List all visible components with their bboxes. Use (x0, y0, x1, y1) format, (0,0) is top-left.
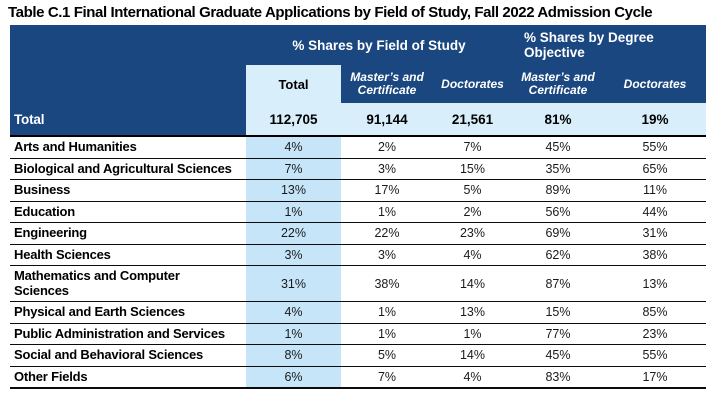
header-corner-cell (10, 65, 246, 103)
cell-value: 4% (246, 302, 341, 324)
table-row (10, 201, 706, 223)
cell-value: 2% (377, 140, 397, 155)
cell-value: 83% (545, 369, 571, 384)
table-row (10, 136, 706, 158)
total-doctorates-share-value: 19% (641, 111, 669, 127)
total-masters-value: 91,144 (366, 111, 408, 127)
cell-value: 23% (642, 326, 668, 341)
applications-by-field-table (10, 25, 706, 389)
header-corner-cell (10, 25, 246, 65)
group-header-row (10, 25, 706, 65)
column-header-row (10, 65, 706, 103)
cell-value: 13% (459, 305, 486, 320)
row-label: Other Fields (14, 368, 88, 384)
table-row (10, 266, 706, 302)
column-header-masters-certificate-degree: Master’s and Certificate (512, 65, 604, 103)
table-row (10, 345, 706, 367)
cell-value: 87% (545, 276, 571, 291)
total-doctorates-value: 21,561 (451, 111, 494, 127)
cell-value: 3% (377, 161, 397, 176)
cell-value: 62% (545, 247, 571, 262)
row-label: Business (14, 182, 71, 197)
cell-value: 17% (374, 183, 400, 198)
cell-value: 11% (642, 183, 668, 198)
cell-value: 3% (377, 247, 397, 262)
cell-value: 1% (377, 326, 397, 341)
cell-value: 15% (545, 305, 571, 320)
cell-value: 44% (642, 204, 668, 219)
row-label: Arts and Humanities (14, 139, 137, 154)
cell-value: 22% (246, 223, 341, 245)
cell-value: 7% (463, 140, 482, 155)
table-row (10, 180, 706, 202)
cell-value: 22% (374, 226, 400, 241)
column-header-total: Total (246, 65, 341, 103)
cell-value: 23% (459, 226, 486, 241)
cell-value: 8% (246, 345, 341, 367)
row-label: Public Administration and Services (14, 325, 225, 341)
table-title: Table C.1 Final International Graduate Applications by Field of Study, Fall 2022 Admission Cycle (8, 4, 653, 21)
table-header (10, 25, 706, 136)
column-header-doctorates-field: Doctorates (433, 65, 512, 103)
table-body (10, 136, 706, 388)
table-row (10, 302, 706, 324)
cell-value: 15% (459, 161, 486, 176)
cell-value: 4% (463, 369, 482, 384)
row-label: Education (14, 203, 76, 219)
cell-value: 35% (545, 161, 571, 176)
row-label: Engineering (14, 225, 87, 240)
cell-value: 2% (463, 204, 482, 219)
cell-value: 14% (459, 348, 486, 363)
row-label: Physical and Earth Sciences (14, 304, 185, 319)
cell-value: 1% (246, 201, 341, 223)
total-applications-value: 112,705 (269, 111, 318, 127)
row-label: Mathematics and Computer Sciences (14, 268, 180, 298)
group-header-degree-objective: % Shares by Degree Objective (512, 25, 706, 65)
row-label: Health Sciences (14, 246, 111, 262)
cell-value: 13% (642, 276, 668, 291)
row-label: Social and Behavioral Sciences (14, 347, 204, 362)
total-summary-row (10, 103, 706, 136)
column-header-masters-certificate-field: Master’s and Certificate (341, 65, 433, 103)
row-label: Biological and Agricultural Sciences (14, 160, 232, 176)
cell-value: 45% (545, 140, 571, 155)
column-header-doctorates-degree: Doctorates (604, 65, 706, 103)
cell-value: 7% (377, 369, 397, 384)
table-row (10, 366, 706, 388)
total-masters-share-value: 81% (544, 111, 572, 127)
cell-value: 3% (246, 244, 341, 266)
cell-value: 85% (642, 305, 668, 320)
cell-value: 1% (246, 323, 341, 345)
cell-value: 1% (377, 305, 397, 320)
cell-value: 69% (545, 226, 571, 241)
cell-value: 17% (642, 369, 668, 384)
cell-value: 31% (246, 266, 341, 302)
table-row (10, 158, 706, 180)
cell-value: 38% (374, 276, 400, 291)
cell-value: 55% (642, 140, 668, 155)
cell-value: 6% (246, 366, 341, 388)
cell-value: 38% (642, 247, 668, 262)
cell-value: 45% (545, 348, 571, 363)
cell-value: 89% (545, 183, 571, 198)
table-row (10, 244, 706, 266)
cell-value: 31% (642, 226, 668, 241)
cell-value: 77% (545, 326, 571, 341)
cell-value: 56% (545, 204, 571, 219)
group-header-field-of-study: % Shares by Field of Study (246, 25, 512, 65)
cell-value: 5% (377, 348, 397, 363)
cell-value: 4% (463, 247, 482, 262)
cell-value: 55% (642, 348, 668, 363)
cell-value: 1% (463, 326, 482, 341)
cell-value: 4% (246, 136, 341, 158)
cell-value: 14% (459, 276, 486, 291)
cell-value: 7% (246, 158, 341, 180)
cell-value: 65% (642, 161, 668, 176)
table-row (10, 223, 706, 245)
total-row-label: Total (10, 103, 246, 136)
cell-value: 5% (463, 183, 482, 198)
table-row (10, 323, 706, 345)
cell-value: 13% (246, 180, 341, 202)
cell-value: 1% (377, 204, 397, 219)
